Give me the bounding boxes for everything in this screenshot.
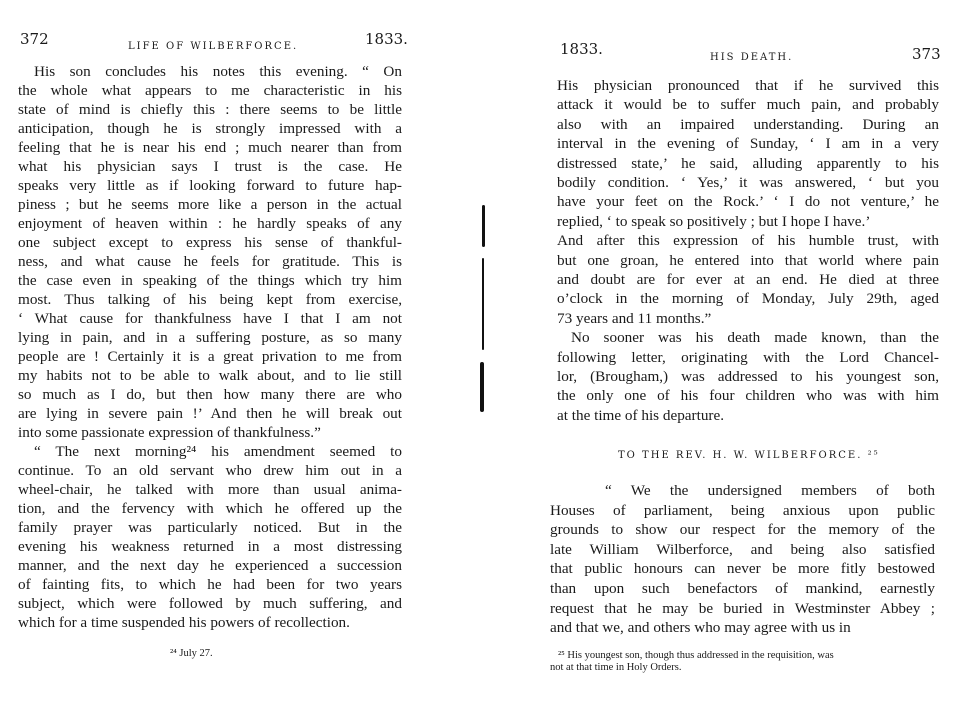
text-line: request that he may be buried in Westminster Abbey ; (550, 599, 935, 617)
right-running-head: HIS DEATH. (710, 52, 794, 63)
text-line: manner, and the next day he experienced a succession (18, 557, 402, 574)
text-line: one subject except to express his sense of thankful- (18, 234, 402, 251)
text-line: family prayer was particularly noticed. But in the (18, 519, 402, 536)
text-line: people are ! Certainly it is a great privation to me from (18, 348, 402, 365)
left-page-number: 372 (20, 30, 49, 48)
letter-heading: TO THE REV. H. W. WILBERFORCE. ²⁵ (618, 450, 880, 461)
text-line: evening his weakness returned in a most distressing (18, 538, 402, 555)
text-line: state of mind is chiefly this : there seems to be little (18, 101, 402, 118)
text-line: His physician pronounced that if he survived this (557, 77, 939, 94)
gutter-mark (482, 258, 484, 350)
text-line: that public honours can never be more fitly bestowed (550, 560, 935, 578)
text-line: No sooner was his death made known, than the (571, 329, 939, 347)
text-line: wheel-chair, he talked with more than usual anima- (18, 481, 402, 498)
right-footnote-line: ²⁵ His youngest son, though thus addressed in the requisition, was (558, 650, 834, 661)
text-line: into some passionate expression of thankfulness.” (18, 424, 321, 441)
text-line: feeling that he is near his end ; much nearer than from (18, 139, 402, 156)
text-line: piness ; but he seems more like a person in the actual (18, 196, 402, 213)
text-line: and doubt are for ever at an end. He died at three (557, 271, 939, 288)
text-line: tion, and the fervency with which he offered up the (18, 500, 402, 517)
text-line: His son concludes his notes this evening. “ On (34, 63, 402, 80)
text-line: attack it would be to suffer much pain, and probably (557, 96, 939, 114)
text-line: lying in pain, and in a suffering posture, as so many (18, 329, 402, 346)
text-line: grounds to show our respect for the memory of the (550, 521, 935, 539)
text-line: 73 years and 11 months.” (557, 309, 712, 327)
text-line: most. Thus talking of his being kept from exercise, (18, 291, 402, 308)
right-year: 1833. (560, 40, 603, 58)
text-line: And after this expression of his humble trust, with (557, 232, 939, 250)
gutter-mark (480, 362, 484, 412)
left-footnote: ²⁴ July 27. (170, 648, 213, 659)
text-line: anticipation, though he is strongly impressed with a (18, 120, 402, 137)
text-line: also with an impaired understanding. During an (557, 115, 939, 133)
text-line: so much as I do, but then how many there are who (18, 386, 402, 403)
text-line: at the time of his departure. (557, 406, 725, 424)
text-line: replied, ‘ to speak so positively ; but I hope I have.’ (557, 212, 871, 230)
text-line: the only one of his four children who was with him (557, 387, 939, 405)
text-line: the case even in speaking of the things which try him (18, 272, 402, 289)
text-line: late William Wilberforce, and being also satisfied (550, 540, 935, 558)
text-line: o’clock in the morning of Monday, July 29th, aged (557, 290, 939, 308)
text-line: ness, and what cause he feels for gratitude. This is (18, 253, 402, 270)
text-line: “ We the undersigned members of both (605, 482, 935, 499)
text-line: distressed state,’ he said, alluding apparently to his (557, 154, 939, 172)
text-line: continue. To an old servant who drew him out in a (18, 462, 402, 479)
text-line: interval in the evening of Sunday, ‘ I am in a very (557, 135, 939, 153)
text-line: speaks very little as if looking forward to future hap- (18, 177, 402, 194)
text-line: but one groan, he entered into that world where pain (557, 251, 939, 269)
text-line: bodily condition. ‘ Yes,’ it was answered, ‘ but you (557, 174, 939, 191)
text-line: and that we, and others who may agree with us in (550, 619, 851, 637)
gutter-mark (482, 205, 485, 247)
text-line: ‘ What cause for thankfulness have I that I am not (18, 310, 402, 327)
right-footnote-line: not at that time in Holy Orders. (550, 662, 682, 673)
text-line: what his physician says I trust is the case. He (18, 158, 402, 175)
text-line: following letter, originating with the Lord Chancel- (557, 348, 939, 366)
text-line: Houses of parliament, being anxious upon public (550, 501, 935, 519)
left-running-head: LIFE OF WILBERFORCE. (128, 41, 299, 52)
text-line: of fainting fits, to which he had been for two years (18, 576, 402, 593)
text-line: my habits not to be able to walk about, and to lie still (18, 367, 402, 384)
text-line: enjoyment of heaven within : he hardly speaks of any (18, 215, 402, 232)
left-year: 1833. (365, 30, 408, 48)
text-line: than upon such benefactors of mankind, earnestly (550, 580, 935, 597)
text-line: which for a time suspended his powers of recollection. (18, 614, 350, 631)
text-line: lor, (Brougham,) was addressed to his youngest son, (557, 368, 939, 385)
text-line: subject, which were followed by much suffering, and (18, 595, 402, 612)
right-page-number: 373 (912, 45, 941, 63)
text-line: the whole what appears to me characteristic in his (18, 82, 402, 99)
text-line: are lying in severe pain !’ And then he will break out (18, 405, 402, 422)
text-line: have your feet on the Rock.’ ‘ I do not venture,’ he (557, 193, 939, 211)
text-line: “ The next morning²⁴ his amendment seemed to (34, 443, 402, 460)
